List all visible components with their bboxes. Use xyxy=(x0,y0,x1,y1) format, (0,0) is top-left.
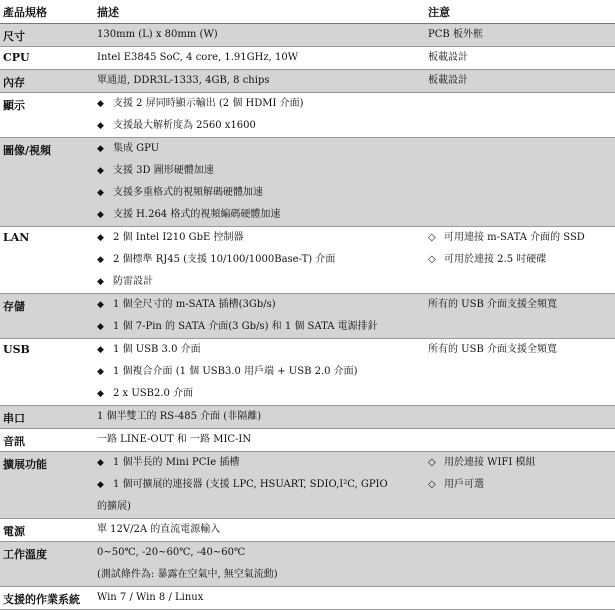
spec-row xyxy=(0,24,615,47)
spec-description xyxy=(94,24,425,47)
spec-note xyxy=(425,406,615,429)
description-line-text: 支援 3D 圖形硬體加速 xyxy=(113,165,214,176)
header-note: 注意 xyxy=(425,0,615,24)
diamond-bullet-icon: ◆ xyxy=(97,277,104,287)
description-line xyxy=(97,452,422,474)
spec-description xyxy=(94,70,425,93)
note-line xyxy=(428,339,612,361)
diamond-bullet-icon: ◆ xyxy=(97,188,104,198)
spec-description xyxy=(94,542,425,587)
spec-label: 工作溫度 xyxy=(0,542,94,587)
description-line-text: 1 個可擴展的連接器 (支援 LPC, HSUART, SDIO,I²C, GPIO xyxy=(113,479,388,490)
spec-description xyxy=(94,519,425,542)
spec-row xyxy=(0,542,615,587)
spec-label: 支援的作業系統 xyxy=(0,587,94,610)
note-line-text: 所有的 USB 介面支援全頻寬 xyxy=(428,299,557,310)
description-line-text: 單通道, DDR3L-1333, 4GB, 8 chips xyxy=(97,75,270,86)
spec-note xyxy=(425,542,615,587)
description-line xyxy=(97,496,422,518)
spec-row xyxy=(0,227,615,294)
note-line-text: 板載設計 xyxy=(428,52,468,63)
description-line-text: 1 個半雙工的 RS-485 介面 (非隔離) xyxy=(97,411,262,422)
note-line-text: 可用於連接 2.5 吋硬碟 xyxy=(444,254,547,265)
spec-label: 存儲 xyxy=(0,294,94,339)
description-line-text: 130mm (L) x 80mm (W) xyxy=(97,29,218,40)
spec-label: 顯示 xyxy=(0,93,94,138)
description-line-text: 單 12V/2A 的直流電源輸入 xyxy=(97,524,221,535)
description-line-text: 1 個全尺寸的 m-SATA 插槽(3Gb/s) xyxy=(113,299,276,310)
description-line-text: 一路 LINE-OUT 和 一路 MIC-IN xyxy=(97,434,252,445)
hollow-diamond-bullet-icon: ◇ xyxy=(428,232,436,243)
diamond-bullet-icon: ◆ xyxy=(97,389,104,399)
diamond-bullet-icon: ◆ xyxy=(97,144,104,154)
spec-description xyxy=(94,339,425,406)
description-line-text: 支援 H.264 格式的視頻編碼硬體加速 xyxy=(113,209,281,220)
note-line xyxy=(428,24,612,46)
hollow-diamond-bullet-icon: ◇ xyxy=(428,457,436,468)
spec-description xyxy=(94,93,425,138)
note-line xyxy=(428,452,612,474)
description-line xyxy=(97,182,422,204)
description-line-text: 2 個標準 RJ45 (支援 10/100/1000Base-T) 介面 xyxy=(113,254,336,265)
spec-label: 圖像/視頻 xyxy=(0,138,94,227)
spec-row xyxy=(0,406,615,429)
description-line xyxy=(97,204,422,226)
diamond-bullet-icon: ◆ xyxy=(97,166,104,176)
spec-row xyxy=(0,519,615,542)
description-line xyxy=(97,361,422,383)
spec-label: 擴展功能 xyxy=(0,452,94,519)
spec-row xyxy=(0,587,615,610)
description-line xyxy=(97,47,422,69)
description-line-text: Win 7 / Win 8 / Linux xyxy=(97,592,204,603)
spec-description xyxy=(94,406,425,429)
spec-note xyxy=(425,452,615,519)
description-line-text: 1 個複合介面 (1 個 USB3.0 用戶端 + USB 2.0 介面) xyxy=(113,366,358,377)
spec-row xyxy=(0,93,615,138)
spec-note xyxy=(425,227,615,294)
spec-note xyxy=(425,93,615,138)
description-line xyxy=(97,542,422,564)
description-line xyxy=(97,474,422,496)
spec-note xyxy=(425,294,615,339)
description-line xyxy=(97,519,422,541)
description-line xyxy=(97,249,422,271)
description-line xyxy=(97,564,422,586)
spec-label: 音訊 xyxy=(0,429,94,452)
description-line-text: 集成 GPU xyxy=(113,143,160,154)
header-row xyxy=(0,0,615,24)
spec-row xyxy=(0,294,615,339)
header-spec: 產品規格 xyxy=(0,0,94,24)
spec-description xyxy=(94,138,425,227)
spec-note xyxy=(425,24,615,47)
note-line xyxy=(428,294,612,316)
description-line xyxy=(97,383,422,405)
spec-description xyxy=(94,452,425,519)
diamond-bullet-icon: ◆ xyxy=(97,480,104,490)
spec-label: USB xyxy=(0,339,94,406)
spec-label: 內存 xyxy=(0,70,94,93)
spec-description xyxy=(94,227,425,294)
note-line-text: PCB 板外框 xyxy=(428,29,483,40)
spec-row xyxy=(0,47,615,70)
description-line xyxy=(97,406,422,428)
description-line-text: Intel E3845 SoC, 4 core, 1.91GHz, 10W xyxy=(97,52,298,63)
spec-note xyxy=(425,429,615,452)
description-line-text: 支援最大解析度為 2560 x1600 xyxy=(113,120,256,131)
spec-label: 串口 xyxy=(0,406,94,429)
description-line xyxy=(97,115,422,137)
diamond-bullet-icon: ◆ xyxy=(97,210,104,220)
spec-description xyxy=(94,47,425,70)
description-line-text: 2 x USB2.0 介面 xyxy=(113,388,194,399)
spec-note xyxy=(425,138,615,227)
diamond-bullet-icon: ◆ xyxy=(97,367,104,377)
spec-label: 電源 xyxy=(0,519,94,542)
note-line-text: 可用連接 m-SATA 介面的 SSD xyxy=(444,232,585,243)
description-line xyxy=(97,339,422,361)
note-line-text: 用戶可選 xyxy=(444,479,484,490)
spec-description xyxy=(94,587,425,610)
spec-description xyxy=(94,429,425,452)
note-line-text: 所有的 USB 介面支援全頻寬 xyxy=(428,344,557,355)
hollow-diamond-bullet-icon: ◇ xyxy=(428,479,436,490)
description-line-text: 0~50℃, -20~60℃, -40~60℃ xyxy=(97,547,246,558)
note-line xyxy=(428,474,612,496)
description-line-text: 1 個 USB 3.0 介面 xyxy=(113,344,201,355)
description-line-text: 2 個 Intel I210 GbE 控制器 xyxy=(113,232,244,243)
diamond-bullet-icon: ◆ xyxy=(97,255,104,265)
description-line xyxy=(97,24,422,46)
spec-label: 尺寸 xyxy=(0,24,94,47)
note-line-text: 板載設計 xyxy=(428,75,468,86)
description-line-text: 的擴展) xyxy=(97,501,131,512)
hollow-diamond-bullet-icon: ◇ xyxy=(428,254,436,265)
description-line xyxy=(97,587,422,609)
description-line xyxy=(97,93,422,115)
diamond-bullet-icon: ◆ xyxy=(97,300,104,310)
description-line xyxy=(97,271,422,293)
diamond-bullet-icon: ◆ xyxy=(97,233,104,243)
description-line xyxy=(97,294,422,316)
description-line-text: (測試條件為: 暴露在空氣中, 無空氣流動) xyxy=(97,569,278,580)
spec-note xyxy=(425,47,615,70)
diamond-bullet-icon: ◆ xyxy=(97,121,104,131)
spec-row xyxy=(0,138,615,227)
diamond-bullet-icon: ◆ xyxy=(97,322,104,332)
note-line-text: 用於連接 WIFI 模組 xyxy=(444,457,536,468)
spec-note xyxy=(425,587,615,610)
spec-note xyxy=(425,339,615,406)
header-description: 描述 xyxy=(94,0,425,24)
description-line-text: 支援 2 屏同時顯示輸出 (2 個 HDMI 介面) xyxy=(113,98,304,109)
note-line xyxy=(428,249,612,271)
diamond-bullet-icon: ◆ xyxy=(97,458,104,468)
spec-label: CPU xyxy=(0,47,94,70)
spec-row xyxy=(0,339,615,406)
note-line xyxy=(428,70,612,92)
spec-note xyxy=(425,70,615,93)
spec-description xyxy=(94,294,425,339)
spec-row xyxy=(0,452,615,519)
description-line xyxy=(97,429,422,451)
description-line xyxy=(97,316,422,338)
description-line xyxy=(97,70,422,92)
description-line-text: 防雷設計 xyxy=(113,276,153,287)
spec-body xyxy=(0,24,615,610)
note-line xyxy=(428,47,612,69)
description-line xyxy=(97,138,422,160)
description-line-text: 1 個 7-Pin 的 SATA 介面(3 Gb/s) 和 1 個 SATA 電源排針 xyxy=(113,321,378,332)
diamond-bullet-icon: ◆ xyxy=(97,345,104,355)
description-line-text: 1 個半長的 Mini PCIe 插槽 xyxy=(113,457,240,468)
description-line xyxy=(97,160,422,182)
note-line xyxy=(428,227,612,249)
spec-note xyxy=(425,519,615,542)
description-line xyxy=(97,227,422,249)
spec-label: LAN xyxy=(0,227,94,294)
spec-row xyxy=(0,429,615,452)
description-line-text: 支援多重格式的視頻解碼硬體加速 xyxy=(113,187,263,198)
spec-row xyxy=(0,70,615,93)
diamond-bullet-icon: ◆ xyxy=(97,99,104,109)
